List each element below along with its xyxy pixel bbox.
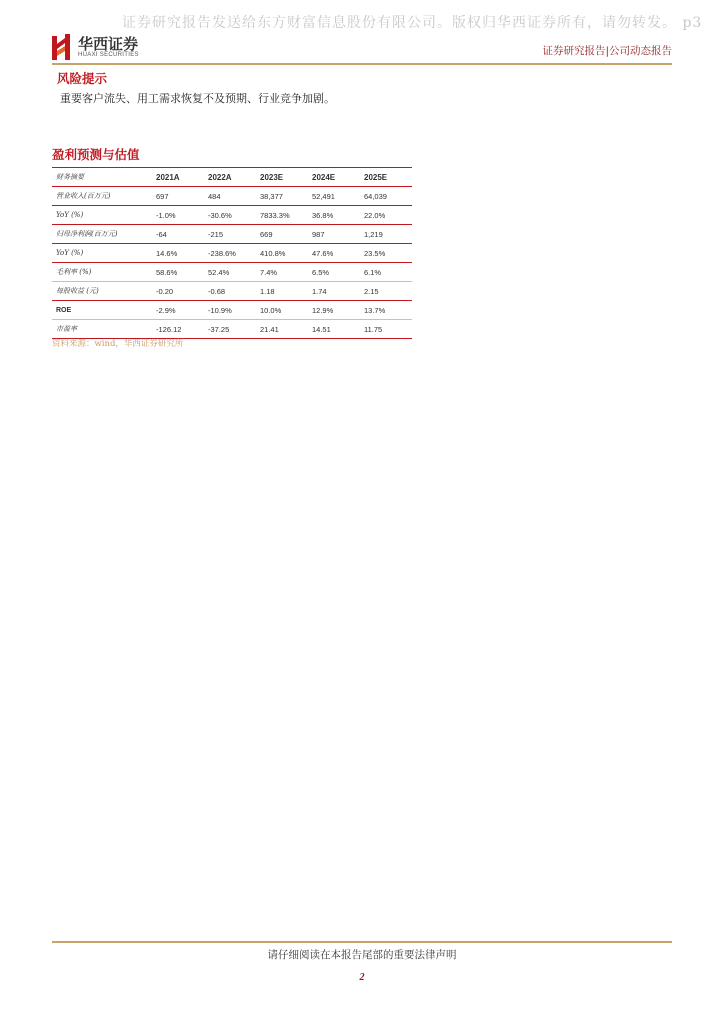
logo-text-en: HUAXI SECURITIES bbox=[78, 52, 139, 58]
table-cell: 484 bbox=[208, 191, 221, 201]
table-cell: 410.8% bbox=[260, 248, 286, 258]
table-cell: 12.9% bbox=[312, 305, 334, 315]
row-label: YoY (%) bbox=[56, 211, 84, 219]
table-cell: 669 bbox=[260, 229, 273, 239]
row-label: ROE bbox=[56, 306, 72, 314]
data-source-note: 资料来源：wind，华西证券研究所 bbox=[52, 339, 184, 349]
table-cell: -37.25 bbox=[208, 324, 230, 334]
table-cell: 64,039 bbox=[364, 191, 387, 201]
table-cell: 1.18 bbox=[260, 286, 275, 296]
table-cell: 11.75 bbox=[364, 324, 383, 334]
table-row bbox=[52, 206, 412, 225]
financial-summary-table bbox=[52, 167, 412, 339]
table-cell: 14.51 bbox=[312, 324, 331, 334]
table-cell: -2.9% bbox=[156, 305, 176, 315]
table-header-cell: 2023E bbox=[260, 172, 284, 182]
table-cell: -64 bbox=[156, 229, 167, 239]
risk-text: 重要客户流失、用工需求恢复不及预期、行业竞争加剧。 bbox=[60, 92, 335, 105]
logo-mark-icon bbox=[52, 34, 72, 60]
table-cell: 7833.3% bbox=[260, 210, 290, 220]
table-cell: 6.1% bbox=[364, 267, 382, 277]
forecast-section-title: 盈利预测与估值 bbox=[52, 147, 140, 162]
table-cell: 21.41 bbox=[260, 324, 279, 334]
table-cell: 14.6% bbox=[156, 248, 178, 258]
table-header-cell: 2021A bbox=[156, 172, 180, 182]
table-cell: -10.9% bbox=[208, 305, 232, 315]
row-label: 归母净利润(百万元) bbox=[56, 230, 118, 238]
row-label: 每股收益 (元) bbox=[56, 287, 99, 295]
row-label: YoY (%) bbox=[56, 249, 84, 257]
table-header-cell: 2025E bbox=[364, 172, 388, 182]
table-header-cell: 2022A bbox=[208, 172, 232, 182]
table-cell: 22.0% bbox=[364, 210, 386, 220]
logo-text-cn: 华西证券 bbox=[78, 35, 139, 53]
table-cell: 38,377 bbox=[260, 191, 283, 201]
table-row bbox=[52, 225, 412, 244]
header-divider bbox=[52, 63, 672, 65]
table-cell: -0.68 bbox=[208, 286, 226, 296]
table-header-cell: 财务摘要 bbox=[56, 173, 84, 181]
table-cell: 52,491 bbox=[312, 191, 335, 201]
table-cell: 47.6% bbox=[312, 248, 334, 258]
table-cell: -30.6% bbox=[208, 210, 232, 220]
row-label: 市盈率 bbox=[56, 325, 77, 333]
table-cell: 2.15 bbox=[364, 286, 379, 296]
table-header-row bbox=[52, 168, 412, 187]
table-cell: 6.5% bbox=[312, 267, 330, 277]
table-cell: 10.0% bbox=[260, 305, 282, 315]
table-cell: -1.0% bbox=[156, 210, 176, 220]
table-cell: 52.4% bbox=[208, 267, 230, 277]
table-cell: -238.6% bbox=[208, 248, 236, 258]
table-cell: 7.4% bbox=[260, 267, 278, 277]
table-cell: 987 bbox=[312, 229, 325, 239]
report-type-label: 证券研究报告|公司动态报告 bbox=[542, 45, 672, 57]
row-label: 毛利率 (%) bbox=[56, 268, 92, 276]
legal-disclaimer-note: 请仔细阅读在本报告尾部的重要法律声明 bbox=[267, 949, 457, 961]
table-cell: 697 bbox=[156, 191, 169, 201]
table-cell: 1,219 bbox=[364, 229, 383, 239]
table-row bbox=[52, 263, 412, 282]
table-cell: 13.7% bbox=[364, 305, 386, 315]
table-cell: -0.20 bbox=[156, 286, 174, 296]
table-row bbox=[52, 320, 412, 339]
table-header-cell: 2024E bbox=[312, 172, 336, 182]
table-cell: 58.6% bbox=[156, 267, 178, 277]
table-row bbox=[52, 282, 412, 301]
risk-section-title: 风险提示 bbox=[57, 71, 108, 86]
table-row bbox=[52, 244, 412, 263]
table-cell: 36.8% bbox=[312, 210, 334, 220]
table-cell: 23.5% bbox=[364, 248, 386, 258]
row-label: 营业收入(百万元) bbox=[56, 192, 111, 200]
table-row bbox=[52, 187, 412, 206]
table-cell: -215 bbox=[208, 229, 224, 239]
footer-divider bbox=[52, 941, 672, 943]
table-row bbox=[52, 301, 412, 320]
watermark: 证券研究报告发送给东方财富信息股份有限公司。版权归华西证券所有，请勿转发。 p3 bbox=[122, 15, 703, 31]
table-cell: 1.74 bbox=[312, 286, 327, 296]
page-number: 2 bbox=[359, 972, 365, 983]
table-cell: -126.12 bbox=[156, 324, 182, 334]
